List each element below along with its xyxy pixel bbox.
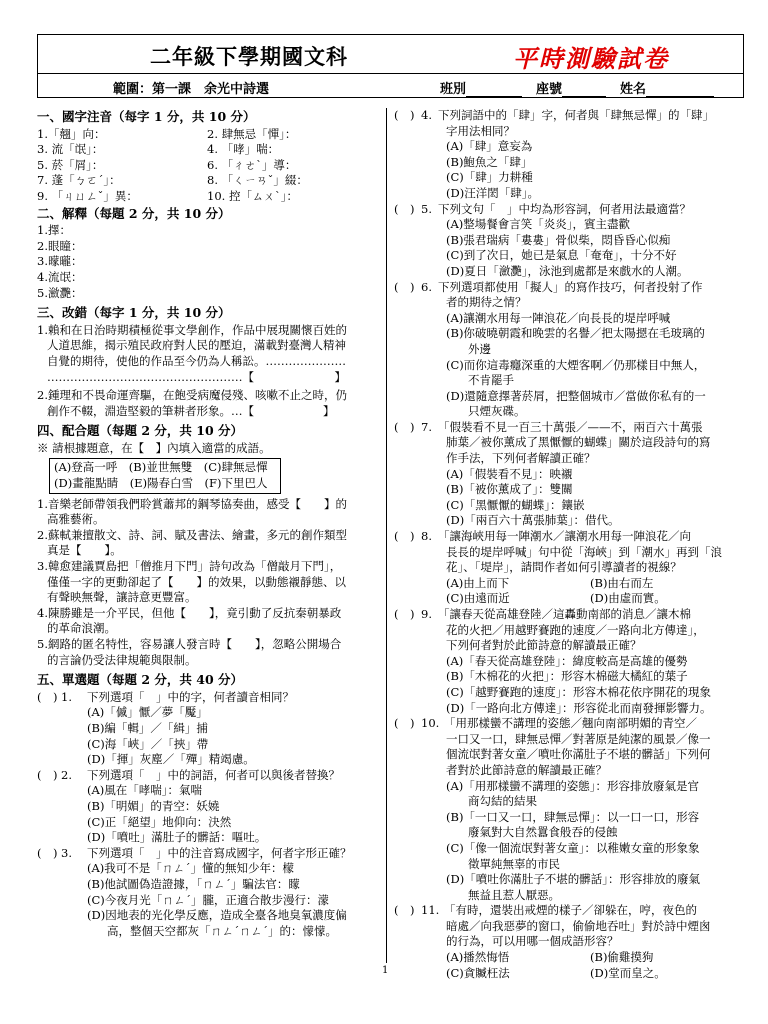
mc-question-6 bbox=[394, 280, 746, 311]
option: (B)你破曉朝霞和晚雲的名譽／把太陽摁在毛玻璃的 bbox=[446, 326, 705, 341]
list-item: 5.瀲灧： bbox=[37, 285, 83, 300]
answer-paren[interactable]: ( ) bbox=[394, 607, 415, 621]
option: (D)夏日「瀲灧」，泳池到處都是來戲水的人潮。 bbox=[446, 263, 689, 278]
list-item: 4. 「哮」喘： bbox=[207, 142, 280, 157]
instruction-note: ※ 請根據題意，在【 】內填入適當的成語。 bbox=[37, 440, 271, 455]
section-title: 四、配合題（每題 2 分，共 10 分） bbox=[37, 423, 244, 439]
question-stem: 個流氓對著女童／噴吐你滿肚子不堪的髒話」下列何 bbox=[446, 747, 711, 762]
question-number: 8. bbox=[421, 529, 432, 544]
option: (C)「像一個流氓對著女童」：以稚嫩女童的形象象 bbox=[446, 840, 700, 855]
option: (A)「肆」意妄為 bbox=[446, 139, 533, 154]
class-field[interactable] bbox=[466, 84, 522, 97]
answer-paren[interactable]: ( ) bbox=[394, 903, 415, 918]
question-stem: 字用法相同？ bbox=[446, 123, 515, 138]
question-stem: 「用那樣蠻不講理的姿態／翹向南部明媚的青空／ bbox=[444, 716, 697, 731]
question-number: 5. bbox=[421, 201, 432, 216]
answer-paren[interactable]: ( ) bbox=[394, 108, 415, 122]
option: (C)正「絕望」地仰向：決然 bbox=[87, 814, 232, 829]
question-number: 10. bbox=[421, 716, 440, 731]
option: (C)而你這毒癮深重的大煙客啊／仍那樣目中無人， bbox=[446, 357, 706, 372]
option: (D)還隨意擇著菸屑，把整個城市／當做你私有的一 bbox=[446, 388, 706, 403]
question-number: 3. bbox=[61, 845, 72, 860]
mc-question-10 bbox=[394, 716, 746, 778]
option: (C)到了次日，她已是氣息「奄奄」，十分不好 bbox=[446, 248, 677, 263]
option: (D)因地表的光化學反應，造成全臺各地臭氧濃度偏 bbox=[87, 908, 347, 923]
seat-label: 座號 bbox=[536, 82, 563, 97]
text-line: 1.賴和在日治時期積極從事文學創作，作品中展現關懷百姓的 bbox=[37, 322, 347, 337]
name-label: 姓名 bbox=[620, 82, 647, 97]
option: (B)鮑魚之「肆」 bbox=[446, 154, 533, 169]
exam-type-title: 平時測驗試卷 bbox=[513, 44, 669, 73]
option: (B)偷雞摸狗 bbox=[590, 950, 654, 965]
question-stem: 「假裝看不見一百三十萬張／——不，兩百六十萬張 bbox=[438, 419, 703, 434]
question-stem: 一口又一口，肆無忌憚／對著原是純潔的風景／像一 bbox=[446, 731, 711, 746]
answer-paren[interactable]: ( ) bbox=[394, 529, 415, 544]
option: (A)我可不是「ㄇㄥˊ」懂的無知少年：檬 bbox=[87, 861, 295, 876]
question-stem: 下列詞語中的「肆」字，何者與「肆無忌憚」的「肆」 bbox=[438, 108, 714, 122]
phonetic-items bbox=[37, 127, 381, 205]
option: (D)汪洋閎「肆」。 bbox=[446, 185, 539, 200]
option: (B)「被你薰成了」：雙關 bbox=[446, 482, 573, 497]
answer-paren[interactable]: ( ) bbox=[37, 767, 58, 782]
correction-question-1 bbox=[37, 323, 381, 385]
option: (B)由右而左 bbox=[590, 575, 654, 590]
seat-field[interactable] bbox=[562, 84, 606, 97]
text-line: 僅僅一字的更動卻起了【 】的效果，以動態襯靜態、以 bbox=[47, 574, 346, 589]
option: (B)他試圖偽造證據，「ㄇㄥˊ」騙法官：矇 bbox=[87, 876, 300, 891]
question-stem: 下列文句「 」中均為形容詞，何者用法最適當？ bbox=[438, 201, 691, 216]
answer-paren[interactable]: ( ) bbox=[394, 716, 415, 731]
option: (C)海「峽」／「挾」帶 bbox=[87, 736, 209, 751]
option: (D)「一路向北方傳達」：形容從北而南發揮影響力。 bbox=[446, 700, 712, 715]
text-line: ……………………………………………【 】 bbox=[47, 369, 346, 384]
list-item: 2. 肆無忌「憚」： bbox=[207, 126, 297, 141]
option: (A)「用那樣蠻不講理的姿態」：形容排放廢氣是官 bbox=[446, 778, 700, 793]
class-label: 班別 bbox=[440, 82, 467, 97]
question-stem: 的行為，可以用哪一個成語形容？ bbox=[446, 934, 619, 949]
section-title: 三、改錯（每字 1 分，共 10 分） bbox=[37, 305, 231, 321]
student-fields bbox=[440, 78, 728, 97]
answer-paren[interactable]: ( ) bbox=[394, 419, 415, 434]
list-item: 4.流氓： bbox=[37, 269, 83, 284]
list-item: 1.「翹」向： bbox=[37, 126, 106, 141]
text-line: 真是【 】。 bbox=[47, 543, 122, 558]
question-stem: 者對於此節詩意的解讀最正確？ bbox=[446, 762, 607, 777]
text-line: 創作不輟，淵造堅毅的筆耕者形象。…【 】 bbox=[47, 403, 335, 418]
list-item: 8. 「ㄑㄧㄢˇ」綴： bbox=[207, 173, 308, 188]
option: (B)編「輯」／「緝」捕 bbox=[87, 720, 208, 735]
question-stem: 下列選項「 」中的字，何者讀音相同？ bbox=[87, 689, 294, 704]
list-item: 6. 「ㄔㄜˋ」導： bbox=[207, 157, 297, 172]
left-column bbox=[37, 108, 381, 939]
list-item: 3. 流「氓」： bbox=[37, 142, 104, 157]
option: (D)「噴吐」滿肚子的髒話：嘔吐。 bbox=[87, 830, 267, 845]
text-line: 1.音樂老師帶領我們聆賞蕭邦的鋼琴協奏曲，感受【 】的 bbox=[37, 496, 347, 511]
text-line: 有聲映無聲，讓詩意更豐富。 bbox=[47, 590, 197, 605]
option: 徵單純無辜的市民 bbox=[468, 856, 560, 871]
option: 商勾結的結果 bbox=[468, 794, 537, 809]
text-line: 2.鍾理和不畏命運齊驅，在飽受病魔侵殘、咳嗽不止之時，仍 bbox=[37, 388, 347, 403]
question-number: 9. bbox=[421, 607, 432, 621]
text-line: 5.網路的匿名特性，容易讓人發言時【 】，忽略公開場合 bbox=[37, 637, 342, 651]
question-stem: 長長的堤岸呼喊」句中從「海峽」到「潮水」再到「浪 bbox=[446, 544, 722, 559]
question-number: 7. bbox=[421, 419, 432, 434]
options-box bbox=[49, 458, 281, 493]
question-number: 11. bbox=[421, 903, 440, 918]
text-line: 高雅藝術。 bbox=[47, 512, 105, 527]
question-stem: 下列何者對於此節詩意的解讀最正確？ bbox=[446, 638, 642, 653]
question-stem: 花」、「堤岸」，請問作者如何引導讀者的視線？ bbox=[446, 560, 682, 575]
option: 只煙灰碟。 bbox=[468, 404, 526, 419]
option: 不肯罷手 bbox=[468, 373, 514, 388]
option: (D)由虛而實。 bbox=[590, 591, 666, 606]
mc-question-11 bbox=[394, 903, 746, 950]
option: (A)讓潮水用每一陣浪花／向長長的堤岸呼喊 bbox=[446, 310, 671, 325]
question-stem: 花的火把／用越野賽跑的速度／一路向北方傳達」， bbox=[446, 622, 705, 637]
header-box bbox=[37, 34, 744, 98]
option: (A)播然悔悟 bbox=[446, 950, 510, 965]
option: (D)堂而皇之。 bbox=[590, 965, 666, 980]
option: (A)整場餐會言笑「炎炎」，賓主盡歡 bbox=[446, 217, 631, 232]
question-stem: 者的期待之情？ bbox=[446, 295, 527, 310]
list-item: 3.曚曨： bbox=[37, 254, 83, 269]
answer-paren[interactable]: ( ) bbox=[37, 845, 58, 860]
option: (C)「越野賽跑的速度」：形容木棉花依序開花的現象 bbox=[446, 684, 712, 699]
question-number: 6. bbox=[421, 279, 432, 294]
list-item: 1.擇： bbox=[37, 223, 71, 238]
option-row bbox=[394, 950, 746, 966]
text-line: 的言論仍受法律規範與限制。 bbox=[47, 652, 197, 667]
answer-paren[interactable]: ( ) bbox=[37, 689, 58, 704]
question-stem: 肺葉／被你薰成了黑懨懨的蝴蝶」關於這段詩句的寫 bbox=[446, 435, 711, 450]
option: (B)張君瑞病「婁婁」骨似柴，悶昏昏心似痴 bbox=[446, 232, 671, 247]
option: (D)「兩百六十萬張肺葉」：借代。 bbox=[446, 513, 620, 528]
question-number: 1. bbox=[61, 689, 72, 704]
question-stem: 「讓春天從高雄登陸／這轟動南部的消息／讓木棉 bbox=[438, 607, 691, 621]
mc-question-2 bbox=[37, 768, 381, 784]
question-stem: 「讓海峽用每一陣潮水／讓潮水用每一陣浪花／向 bbox=[438, 529, 691, 544]
mc-question-9 bbox=[394, 607, 746, 654]
question-stem: 下列選項「 」中的注音寫成國字，何者字形正確？ bbox=[87, 845, 352, 860]
correction-question-2 bbox=[37, 388, 381, 419]
question-number: 2. bbox=[61, 767, 72, 782]
option: 無益且惹人厭惡。 bbox=[468, 887, 560, 902]
option: (A)「傶」懨／夢「魘」 bbox=[87, 705, 208, 720]
options-line: (A)登高一呼 (B)並世無雙 (C)肆無忌憚 bbox=[54, 460, 268, 475]
matching-questions bbox=[37, 497, 381, 669]
list-item: 10. 控「ㄙㄨˋ」： bbox=[207, 188, 298, 203]
answer-paren[interactable]: ( ) bbox=[394, 279, 415, 294]
option: (D)「揮」灰塵／「殫」精竭慮。 bbox=[87, 752, 255, 767]
name-field[interactable] bbox=[646, 84, 714, 97]
text-line: 自覺的期待，使他的作品至今仍為人稱訟。………………… bbox=[47, 353, 346, 368]
option: (A)風在「哮喘」：氣喘 bbox=[87, 783, 203, 798]
text-line: 2.蘇軾兼擅散文、詩、詞、賦及書法、繪畫，多元的創作類型 bbox=[37, 527, 347, 542]
option-row bbox=[394, 576, 746, 592]
option: (C)今夜月光「ㄇㄥˊ」朧，正適合散步漫行：濛 bbox=[87, 892, 330, 907]
section-title: 二、解釋（每題 2 分，共 10 分） bbox=[37, 205, 231, 221]
page-number: 1 bbox=[382, 965, 389, 976]
option: (B)「一口又一口，肆無忌憚」：以一口一口，形容 bbox=[446, 809, 700, 824]
option-row bbox=[394, 966, 746, 982]
option: (B)「木棉花的火把」：形容木棉磁大橘紅的葉子 bbox=[446, 669, 688, 684]
answer-paren[interactable]: ( ) bbox=[394, 201, 415, 216]
option: (C)貪贓枉法 bbox=[446, 965, 510, 980]
question-stem: 下列選項「 」中的詞語，何者可以與後者替換？ bbox=[87, 767, 340, 782]
option: (D)「噴吐你滿肚子不堪的髒話」：形容排放的廢氣 bbox=[446, 872, 700, 887]
exam-title: 二年級下學期國文科 bbox=[150, 44, 348, 69]
option: (A)「春天從高雄登陸」：緯度較高是高雄的優勢 bbox=[446, 653, 688, 668]
option: (C)由遠而近 bbox=[446, 591, 510, 606]
question-stem: 暗處／向我惡夢的窗口，偷偷地吞吐」對於詩中煙囪 bbox=[446, 918, 711, 933]
mc-question-8 bbox=[394, 529, 746, 576]
mc-question-1 bbox=[37, 690, 381, 706]
mc-question-4 bbox=[394, 108, 746, 139]
option-row bbox=[394, 591, 746, 607]
text-line: 3.韓愈建議賈島把「僧推月下門」詩句改為「僧敲月下門」， bbox=[37, 559, 342, 574]
list-item: 2.眼瞳： bbox=[37, 238, 83, 253]
mc-question-5 bbox=[394, 202, 746, 218]
section-title: 一、國字注音（每字 1 分，共 10 分） bbox=[37, 109, 256, 124]
question-stem: 作手法，下列何者解讀正確？ bbox=[446, 451, 596, 466]
option: 廢氣對大自然囂食般吞的侵蝕 bbox=[468, 825, 618, 840]
mc-question-3 bbox=[37, 846, 381, 862]
options-line: (D)畫龍點睛 (E)陽春白雪 (F)下里巴人 bbox=[54, 476, 268, 491]
mc-question-7 bbox=[394, 420, 746, 467]
option: (A)「假裝看不見」：映襯 bbox=[446, 466, 573, 481]
list-item: 7. 蓬「ㄅㄛˊ」： bbox=[37, 173, 121, 188]
question-number: 4. bbox=[421, 108, 432, 122]
option: (C)「黑懨懨的蝴蝶」：鑲嵌 bbox=[446, 497, 585, 512]
text-line: 4.陳勝雖是一介平民，但他【 】，竟引動了反抗秦朝暴政 bbox=[37, 605, 342, 620]
option: (B)「明媚」的青空：妖嬈 bbox=[87, 798, 220, 813]
scope-label: 範圍：第一課 余光中詩選 bbox=[113, 82, 270, 97]
right-column bbox=[394, 108, 746, 981]
option: (A)由上而下 bbox=[446, 575, 510, 590]
list-item: 9. 「ㄐㄩㄥˇ」異： bbox=[37, 188, 138, 203]
list-item: 5. 菸「屑」： bbox=[37, 157, 104, 172]
question-stem: 「有時，還裝出戒煙的樣子／卻躲在，哼，夜色的 bbox=[444, 903, 697, 918]
question-stem: 下列選項都使用「擬人」的寫作技巧，何者投射了作 bbox=[438, 279, 703, 294]
option: (C)「肆」力耕種 bbox=[446, 170, 533, 185]
option: 高，整個天空都灰「ㄇㄥˊㄇㄥˊ」的：懞懞。 bbox=[107, 923, 337, 938]
option: 外邊 bbox=[468, 341, 491, 356]
column-divider bbox=[386, 108, 387, 963]
section-title: 五、單選題（每題 2 分，共 40 分） bbox=[37, 672, 244, 688]
text-line: 人道思維，揭示殖民政府對人民的壓迫，滿載對臺灣人精神 bbox=[47, 338, 346, 353]
text-line: 的革命浪潮。 bbox=[47, 621, 116, 636]
